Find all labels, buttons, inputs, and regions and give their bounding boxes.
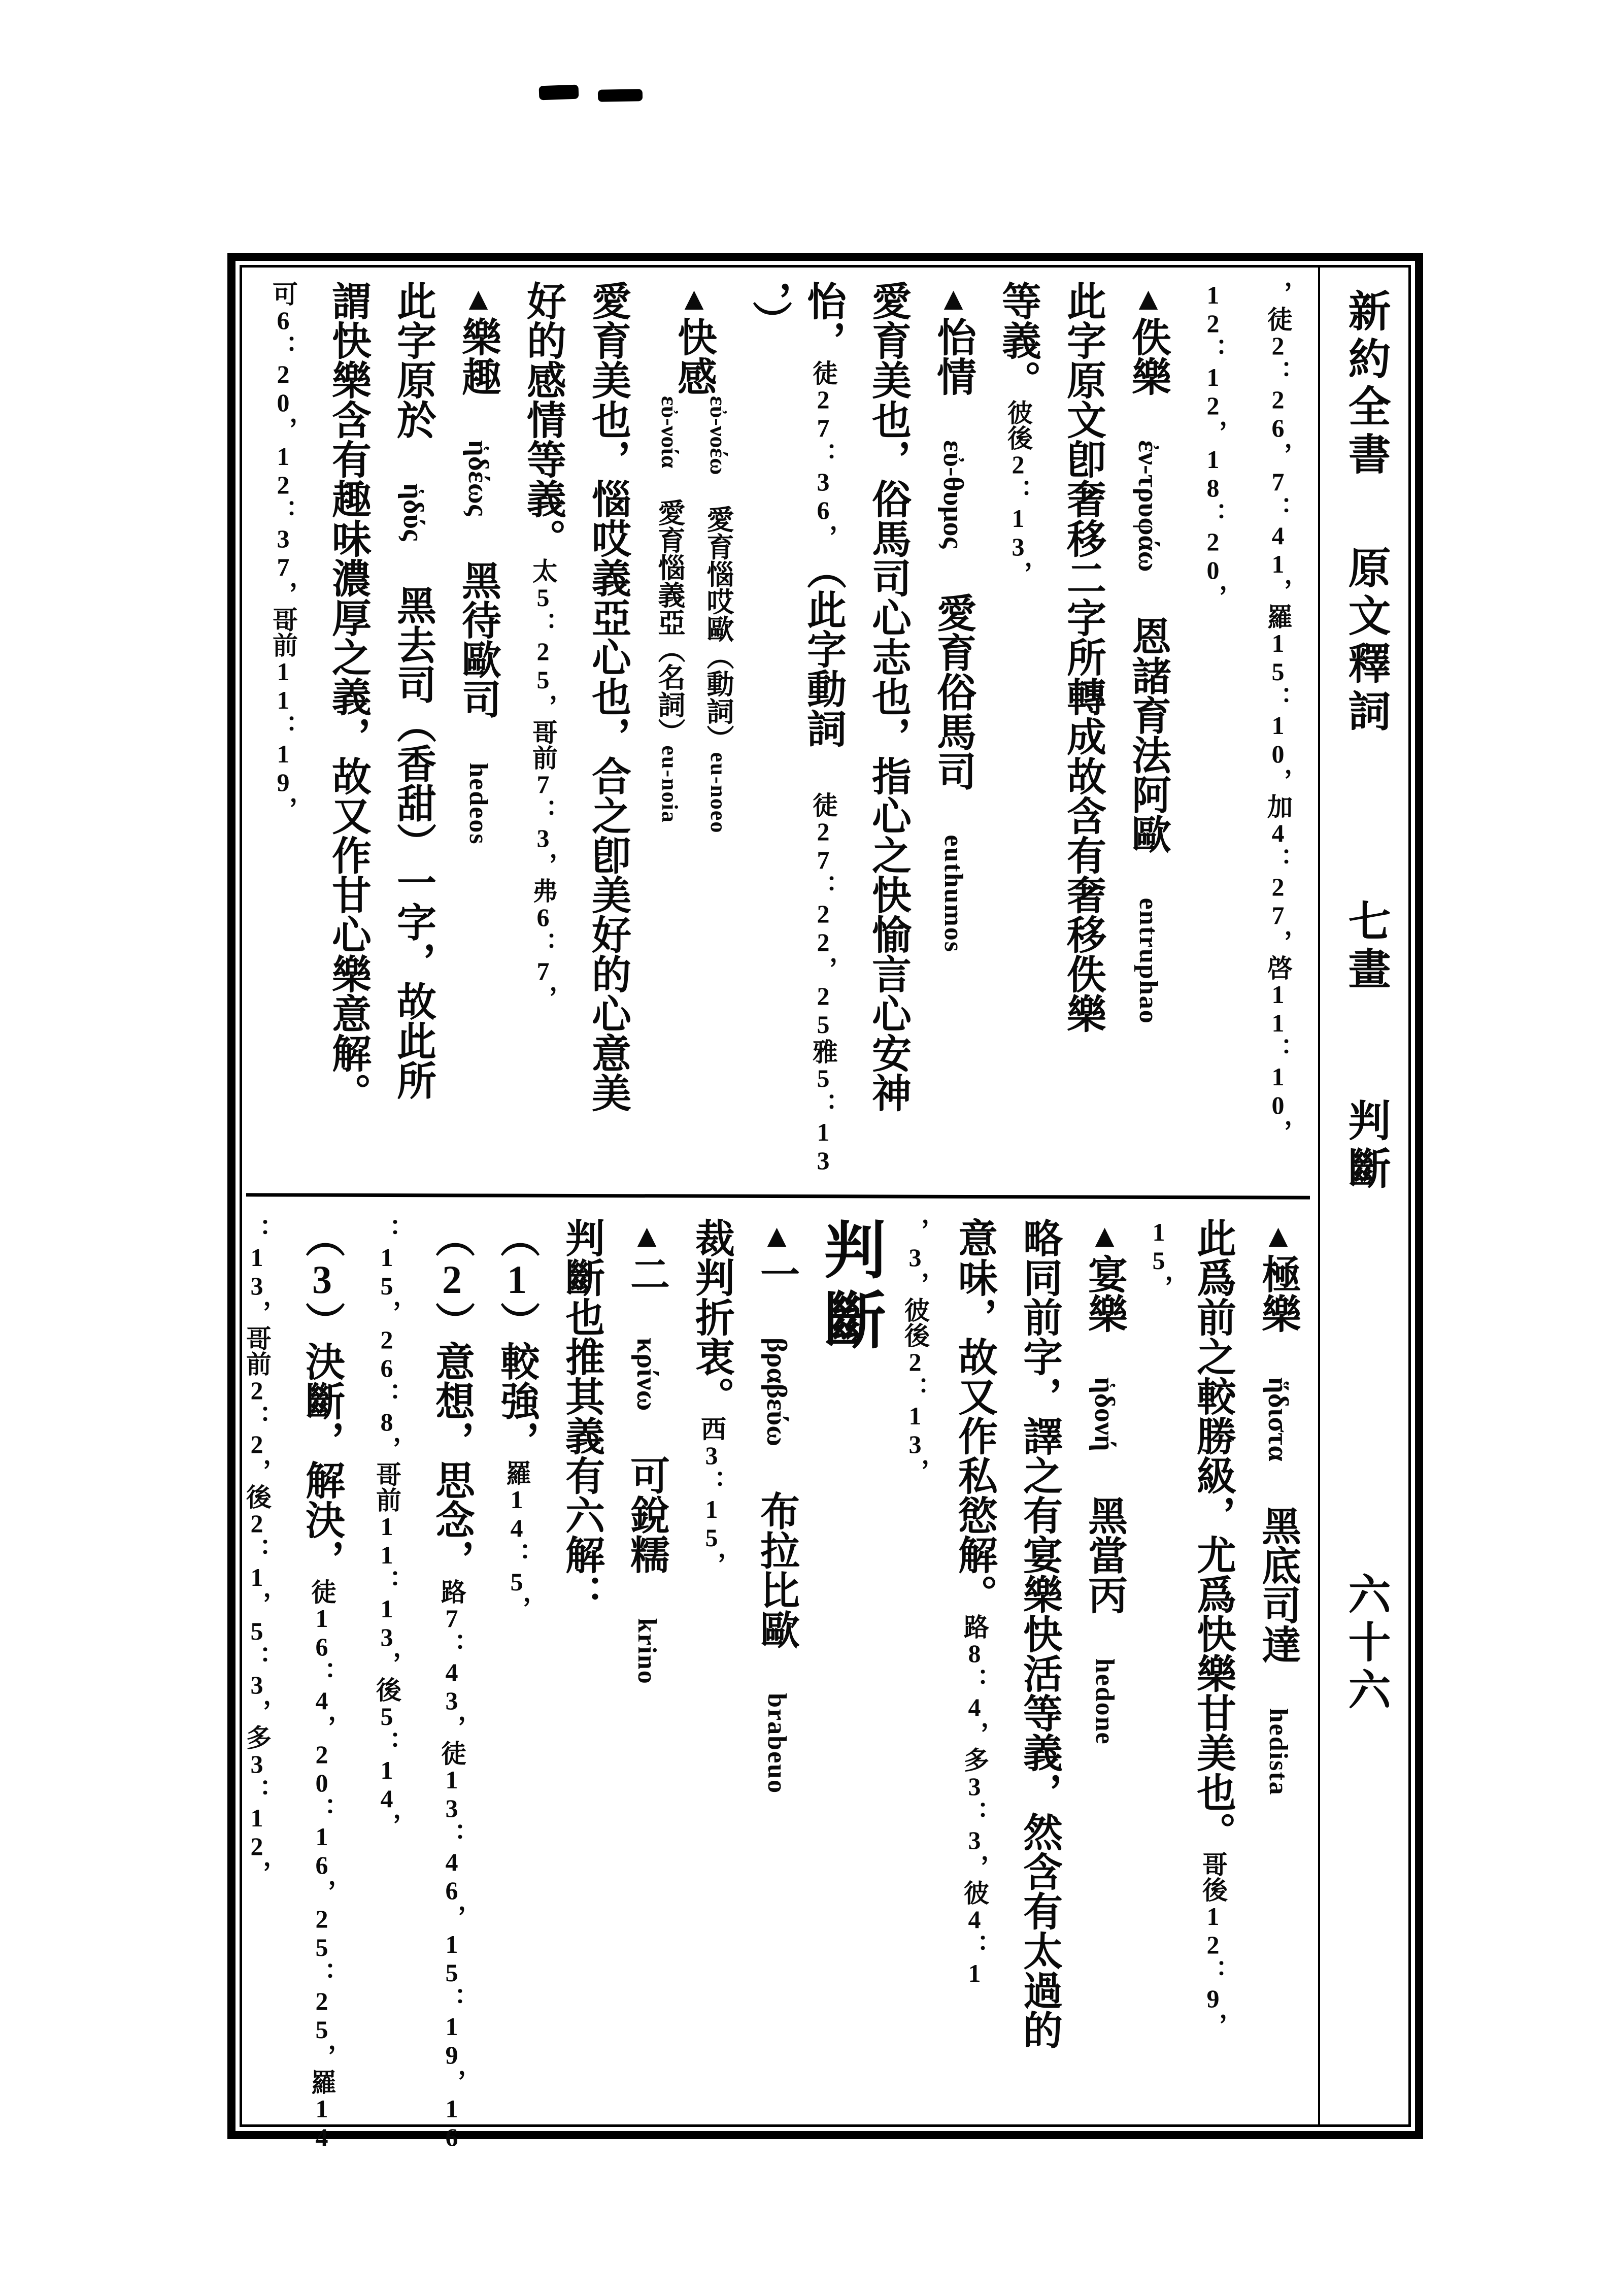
latin-transliteration: hedeos <box>464 762 493 845</box>
text-column <box>1247 281 1309 1184</box>
chinese-text: 判斷也推其義有六解： <box>560 1218 604 1614</box>
scan-smudge-artifact <box>539 85 579 101</box>
text-column <box>486 1218 548 2121</box>
entry-marker-icon: ▲ <box>629 1218 665 1254</box>
text-column <box>551 1218 613 2121</box>
chinese-text: ︵3︶決斷，解決， <box>300 1218 344 1579</box>
chinese-text: 宴樂 <box>1083 1254 1127 1377</box>
entry-head-column <box>447 281 509 1184</box>
entry-head-column <box>616 1218 678 2121</box>
entry-marker-icon: ▲ <box>1130 281 1166 317</box>
page-frame-inner <box>240 265 1411 2151</box>
text-column <box>1138 1218 1179 2121</box>
chinese-text: 怡情 <box>931 317 975 440</box>
sub-column <box>645 396 694 1184</box>
scripture-reference: 彼後2：13， <box>1004 400 1032 586</box>
latin-transliteration: eu-noeo <box>706 752 731 834</box>
upper-register <box>244 281 1309 1184</box>
chinese-text: 怡， <box>801 281 846 360</box>
chinese-text: ，︶ <box>747 281 791 340</box>
scripture-reference: 羅14：5， <box>502 1460 531 1621</box>
scripture-reference: 徒16：4，20：16，25：25，羅14 <box>308 1579 336 2151</box>
sub-column <box>694 396 743 1184</box>
text-column <box>512 281 574 1184</box>
running-head-entry: 判斷 <box>1342 1099 1389 1194</box>
text-column <box>291 1218 353 2151</box>
text-column <box>226 1218 288 2121</box>
sub-column-row <box>642 396 746 1184</box>
chinese-text: 愛育俗馬司 <box>931 548 975 835</box>
book-subtitle: 原文釋詞 <box>1342 546 1389 737</box>
greek-term: κρίνω <box>631 1338 662 1411</box>
latin-transliteration: entruphao <box>1134 897 1163 1024</box>
chinese-text: 可銳糯 <box>625 1411 669 1618</box>
chinese-text: 佚樂 <box>1126 317 1170 440</box>
scripture-reference: 西3：15， <box>697 1416 726 1577</box>
title-spacer <box>1365 994 1366 1099</box>
latin-transliteration: eu-noia <box>657 745 682 823</box>
entry-head-column <box>1073 1218 1135 2121</box>
chinese-text: 黑去司︵香甜︶一字，故此所 <box>391 541 435 1100</box>
stroke-section-label: 七畫 <box>1342 899 1389 994</box>
scripture-reference: 12：12，18：20， <box>1199 281 1227 610</box>
scripture-reference: ，3，彼後2：13， <box>901 1218 929 1484</box>
text-column <box>857 281 919 1184</box>
page-number: 六十六 <box>1342 1572 1389 1715</box>
entry-group-column <box>642 281 746 1184</box>
chinese-text: 略同前字，譯之有宴樂快活等義，然含有太過的 <box>1018 1218 1062 2049</box>
chinese-text: ︵1︶較強， <box>495 1218 539 1460</box>
scripture-reference: 15， <box>1144 1218 1173 1300</box>
entry-marker-icon: ▲ <box>1087 1218 1123 1254</box>
greek-term: ἐν-τρυφάω <box>1132 440 1164 572</box>
text-column <box>356 1218 418 2121</box>
chinese-text: 好的感情等義。 <box>521 281 565 558</box>
chinese-text: 極樂 <box>1256 1254 1300 1377</box>
greek-term: ἡδέως <box>462 440 494 516</box>
greek-term: εὐ-θυμος <box>937 440 969 549</box>
scan-smudge-artifact <box>598 89 643 102</box>
entry-head-column <box>746 1218 807 2121</box>
chinese-text: 愛育美也，惱哎義亞心也，合之卽美好的心意美 <box>586 281 630 1112</box>
entry-marker-icon: ▲ <box>759 1218 795 1254</box>
chinese-text: 等義。 <box>996 281 1040 400</box>
latin-transliteration: krino <box>632 1618 661 1685</box>
latin-transliteration: euthumos <box>939 835 968 953</box>
title-spacer <box>1365 737 1366 899</box>
text-column <box>382 281 444 1184</box>
scripture-reference: 路8：4，多3：3，彼4：1 <box>960 1614 989 1987</box>
text-column <box>1182 1218 1244 2121</box>
page-frame <box>227 253 1423 2151</box>
chinese-text: 裁判折衷。 <box>690 1218 734 1416</box>
chinese-text: 一 <box>755 1254 799 1338</box>
greek-term: ἡδονή <box>1089 1377 1120 1451</box>
section-heading-text: 判斷 <box>815 1218 883 1358</box>
running-title-column <box>1318 268 1408 2124</box>
entry-marker-icon: ▲ <box>1260 1218 1296 1254</box>
title-spacer <box>1365 1194 1366 1572</box>
section-heading-column <box>811 1218 887 2121</box>
chinese-text: ︵此字動詞 <box>801 550 846 792</box>
text-column <box>987 281 1049 1184</box>
chinese-text: 快感 <box>672 317 716 396</box>
register-divider-rule <box>246 1193 1310 1199</box>
chinese-text: 布拉比歐 <box>755 1446 799 1693</box>
chinese-text: 恩諸育法阿歐 <box>1126 572 1170 898</box>
chinese-text: 意味，故又作私慾解。 <box>953 1218 997 1614</box>
text-column <box>317 281 379 1184</box>
text-column <box>890 1218 940 2121</box>
latin-transliteration: hedone <box>1090 1658 1119 1745</box>
latin-transliteration: hedista <box>1264 1708 1293 1796</box>
chinese-text: 此爲前之較勝級，尤爲快樂甘美也。 <box>1191 1218 1235 1851</box>
chinese-text: 愛育惱哎歐︵動詞︶ <box>703 475 733 752</box>
chinese-text: 黑待歐司 <box>456 516 500 763</box>
chinese-text: 二 <box>625 1254 669 1338</box>
scripture-reference: 太5：25，哥前7：3，弗6：7， <box>529 558 557 1011</box>
scripture-reference: ，徒2：26，7：41，羅15：10，加4：27，啓11：10， <box>1264 281 1292 1145</box>
greek-term: βραβεύω <box>761 1338 792 1447</box>
text-column <box>681 1218 743 2121</box>
main-text-area <box>242 268 1316 2151</box>
chinese-text: 謂快樂含有趣味濃厚之義，故又作甘心樂意解。 <box>326 281 370 1112</box>
chinese-text: 此字原文卽奢移二字所轉成故含有奢移佚樂 <box>1061 281 1105 1033</box>
scripture-reference: 徒27：22，25雅5：13 <box>809 792 837 1175</box>
entry-head <box>665 281 722 396</box>
text-column <box>1182 281 1244 1184</box>
greek-term: εὐ-νοία <box>657 396 683 469</box>
scripture-reference: 可6：20，12：37，哥前11：19， <box>269 281 297 822</box>
lower-register <box>243 1218 1309 2151</box>
scripture-reference: 徒27：36， <box>809 360 837 550</box>
entry-marker-icon: ▲ <box>460 281 496 317</box>
scripture-reference: 路7：43，徒13：46，15：19，16 <box>437 1579 466 2151</box>
text-column <box>792 281 854 1184</box>
text-column <box>577 281 639 1184</box>
greek-term: ἡδύς <box>397 483 429 541</box>
text-column <box>944 1218 1005 2121</box>
greek-term: ἥδιστα <box>1262 1377 1294 1461</box>
book-title: 新約全書 <box>1342 289 1389 480</box>
text-column <box>252 281 314 1184</box>
greek-term: εὐ-νοέω <box>705 396 731 475</box>
chinese-text: 愛育惱義亞︵名詞︶ <box>654 468 685 746</box>
text-column <box>749 281 789 1184</box>
chinese-text: 黑當丙 <box>1083 1451 1127 1658</box>
entry-marker-icon: ▲ <box>935 281 971 317</box>
chinese-text: 此字原於 <box>391 281 435 483</box>
text-column <box>1008 1218 1070 2121</box>
entry-head-column <box>1247 1218 1309 2121</box>
text-column <box>1052 281 1114 1184</box>
chinese-text: 樂趣 <box>456 317 500 440</box>
text-column <box>421 1218 483 2151</box>
entry-head-column <box>922 281 984 1184</box>
entry-marker-icon: ▲ <box>676 281 712 317</box>
scripture-reference: ：15，26：8，哥前11：13，後5：14， <box>373 1218 401 1838</box>
scripture-reference: ：13，哥前2：2，後2：1，5：3，多3：12， <box>243 1218 271 1886</box>
entry-head-column <box>1117 281 1179 1184</box>
chinese-text: 黑底司達 <box>1256 1461 1300 1708</box>
chinese-text: 愛育美也，俗馬司心志也，指心之快愉言心安神 <box>866 281 911 1112</box>
chinese-text: ︵2︶意想，思念， <box>430 1218 474 1579</box>
latin-transliteration: brabeuo <box>762 1693 791 1794</box>
scripture-reference: 哥後12：9， <box>1199 1851 1227 2038</box>
title-spacer <box>1365 480 1366 546</box>
